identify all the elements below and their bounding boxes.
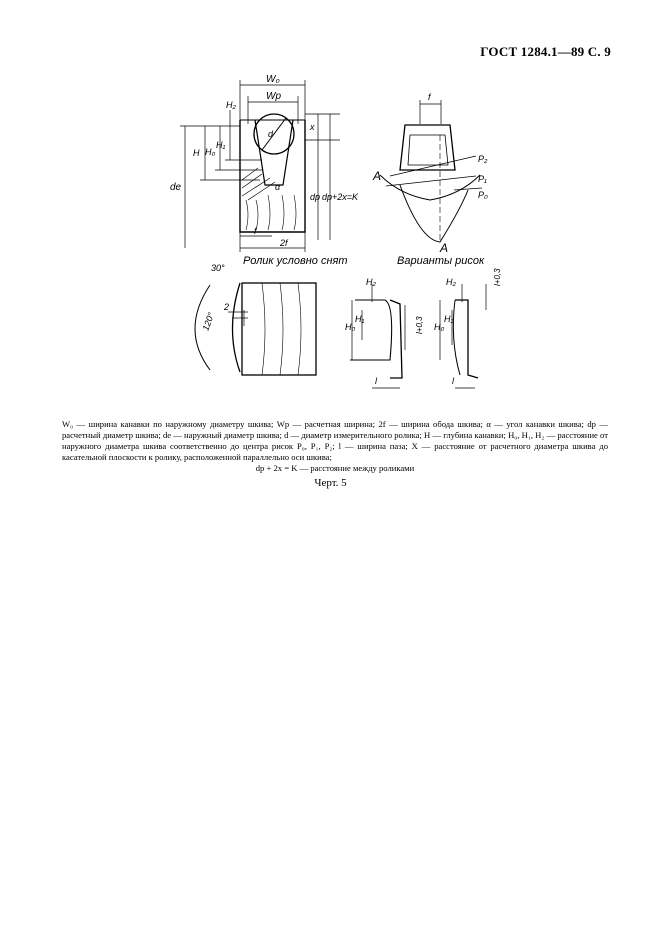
- label-h0-v1: H₀: [345, 322, 356, 332]
- label-2f: 2f: [280, 238, 288, 248]
- label-h2: H₂: [226, 100, 236, 110]
- label-l03-v2: l+0,3: [493, 268, 502, 286]
- label-h1-v1: H₁: [355, 314, 365, 324]
- legend-last-line: dp + 2x = K — расстояние между роликами: [255, 463, 415, 473]
- mark-variant-1: [345, 277, 424, 388]
- label-f-view-a: f: [428, 92, 431, 102]
- caption-view-a: А: [440, 241, 449, 255]
- label-l-v2: l: [452, 376, 454, 386]
- technical-drawing: [0, 0, 661, 410]
- label-alpha: α: [275, 182, 281, 192]
- label-h: H: [193, 148, 200, 158]
- legend-text: W₀ — ширина канавки по наружному диаметру шкива; Wp — расчетная ширина; 2f — ширина обода шкива; α — угол канавки шкива; dp — расчетный диаметр шкива; de — наружный диаметр шкива; d — диаметр измерительного ролика; H — глубина канавки; H₀, H₁, H₂ — расстояние от наружного диаметра шкива соответственно до центра рисок P₀, P₁, P₂; l — ширина паза; X — расстояние от расчетного диаметра шкива до касательной плоскости к ролику, расположенной параллельно оси шкива;: [62, 419, 608, 462]
- page-header: ГОСТ 1284.1—89 С. 9: [480, 44, 611, 59]
- label-h1: H₁: [216, 140, 226, 150]
- label-2: 2: [224, 302, 230, 312]
- label-30deg: 30°: [211, 263, 225, 273]
- label-a-left: A: [373, 169, 382, 183]
- mark-variant-2: [434, 268, 502, 388]
- label-w0: W₀: [266, 74, 280, 85]
- label-120deg: 120°: [200, 311, 217, 333]
- label-p2: P₂: [478, 154, 488, 164]
- view-a-detail: [372, 92, 488, 242]
- label-h0-v2: H₀: [434, 322, 445, 332]
- label-p0: P₀: [478, 190, 488, 200]
- label-x: x: [310, 122, 315, 132]
- label-dp2x: dp+2x=K: [322, 192, 359, 202]
- label-de: de: [170, 182, 182, 193]
- label-d: d: [268, 129, 274, 139]
- legend: [62, 419, 608, 474]
- label-h1-v2: H₁: [444, 314, 454, 324]
- label-h2-v1: H₂: [366, 277, 376, 287]
- figure-caption: Черт. 5: [314, 477, 347, 489]
- pulley-side-view: [195, 263, 316, 375]
- label-dp: dp: [310, 192, 321, 202]
- caption-roller-removed: Ролик условно снят: [243, 255, 348, 267]
- caption-variants: Варианты рисок: [397, 255, 485, 267]
- label-h0: H₀: [205, 147, 216, 157]
- label-h2-v2: H₂: [446, 277, 456, 287]
- label-wp: Wp: [266, 91, 281, 102]
- label-p1: P₁: [478, 174, 487, 184]
- label-l-v1: l: [375, 376, 377, 386]
- label-l03-v1: l+0,3: [415, 316, 424, 334]
- label-f: f: [254, 226, 257, 236]
- groove-section-view: [170, 74, 359, 252]
